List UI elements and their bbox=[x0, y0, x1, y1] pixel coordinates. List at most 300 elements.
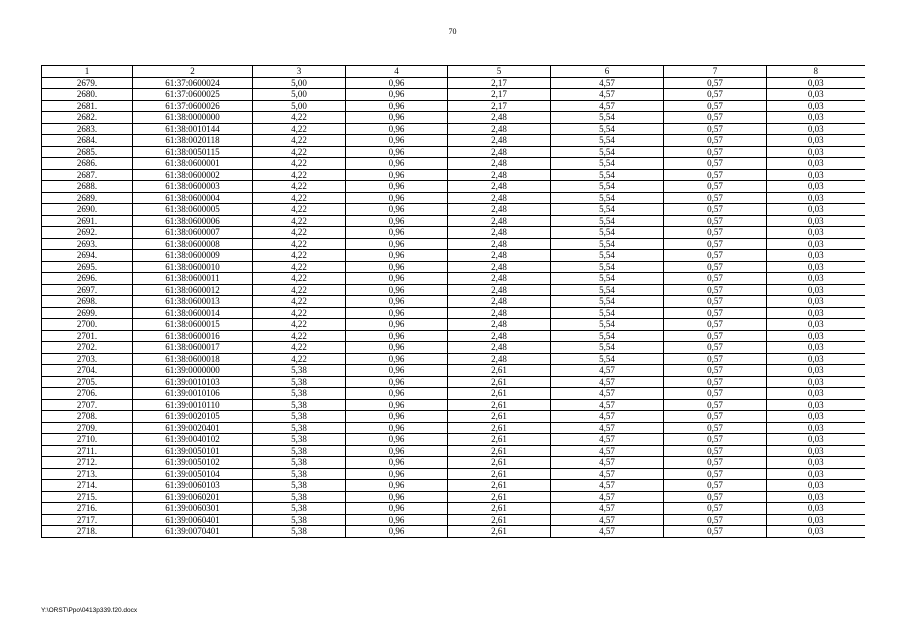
table-cell-col-2: 61:38:0600015 bbox=[133, 319, 253, 331]
table-cell-col-6: 4,57 bbox=[551, 526, 664, 538]
table-cell-col-3: 4,22 bbox=[253, 135, 346, 147]
table-cell-col-4: 0,96 bbox=[346, 89, 448, 101]
table-cell-col-3: 4,22 bbox=[253, 261, 346, 273]
table-row bbox=[42, 192, 865, 204]
table-cell-col-4: 0,96 bbox=[346, 112, 448, 124]
table-cell-col-8: 0,03 bbox=[767, 227, 865, 239]
table-cell-col-2: 61:38:0600006 bbox=[133, 215, 253, 227]
table-row bbox=[42, 342, 865, 354]
table-cell-col-8: 0,03 bbox=[767, 100, 865, 112]
table-cell-col-2: 61:38:0600010 bbox=[133, 261, 253, 273]
table-cell-col-7: 0,57 bbox=[664, 123, 767, 135]
table-cell-col-6: 5,54 bbox=[551, 112, 664, 124]
table-cell-col-5: 2,48 bbox=[448, 169, 551, 181]
column-header-3: 3 bbox=[253, 66, 346, 78]
table-cell-col-4: 0,96 bbox=[346, 399, 448, 411]
table-cell-col-8: 0,03 bbox=[767, 89, 865, 101]
table-cell-col-5: 2,61 bbox=[448, 514, 551, 526]
table-cell-col-3: 5,38 bbox=[253, 411, 346, 423]
table-cell-col-1: 2705. bbox=[42, 376, 133, 388]
table-cell-col-3: 4,22 bbox=[253, 250, 346, 262]
table-cell-col-5: 2,48 bbox=[448, 146, 551, 158]
table-cell-col-1: 2681. bbox=[42, 100, 133, 112]
table-cell-col-1: 2679. bbox=[42, 77, 133, 89]
table-cell-col-8: 0,03 bbox=[767, 365, 865, 377]
table-cell-col-8: 0,03 bbox=[767, 399, 865, 411]
table-cell-col-5: 2,61 bbox=[448, 434, 551, 446]
table-cell-col-7: 0,57 bbox=[664, 284, 767, 296]
table-cell-col-2: 61:39:0010106 bbox=[133, 388, 253, 400]
table-cell-col-1: 2712. bbox=[42, 457, 133, 469]
table-cell-col-4: 0,96 bbox=[346, 158, 448, 170]
table-row bbox=[42, 399, 865, 411]
table-cell-col-3: 5,38 bbox=[253, 457, 346, 469]
table-cell-col-5: 2,61 bbox=[448, 445, 551, 457]
table-cell-col-4: 0,96 bbox=[346, 146, 448, 158]
table-cell-col-8: 0,03 bbox=[767, 503, 865, 515]
table-cell-col-1: 2699. bbox=[42, 307, 133, 319]
table-cell-col-2: 61:39:0060401 bbox=[133, 514, 253, 526]
table-cell-col-7: 0,57 bbox=[664, 77, 767, 89]
table-cell-col-2: 61:38:0600011 bbox=[133, 273, 253, 285]
table-row bbox=[42, 296, 865, 308]
table-cell-col-2: 61:38:0020118 bbox=[133, 135, 253, 147]
table-row bbox=[42, 411, 865, 423]
table-cell-col-1: 2717. bbox=[42, 514, 133, 526]
table-cell-col-7: 0,57 bbox=[664, 169, 767, 181]
table-cell-col-6: 4,57 bbox=[551, 365, 664, 377]
table-row bbox=[42, 273, 865, 285]
table-cell-col-4: 0,96 bbox=[346, 123, 448, 135]
table-cell-col-1: 2702. bbox=[42, 342, 133, 354]
table-cell-col-5: 2,48 bbox=[448, 215, 551, 227]
table-cell-col-4: 0,96 bbox=[346, 330, 448, 342]
table-cell-col-1: 2683. bbox=[42, 123, 133, 135]
table-cell-col-4: 0,96 bbox=[346, 365, 448, 377]
table-cell-col-7: 0,57 bbox=[664, 135, 767, 147]
table-cell-col-3: 5,38 bbox=[253, 503, 346, 515]
table-cell-col-3: 4,22 bbox=[253, 158, 346, 170]
table-cell-col-6: 4,57 bbox=[551, 411, 664, 423]
table-row bbox=[42, 250, 865, 262]
table-cell-col-4: 0,96 bbox=[346, 215, 448, 227]
table-cell-col-6: 5,54 bbox=[551, 135, 664, 147]
table-cell-col-8: 0,03 bbox=[767, 135, 865, 147]
table-row bbox=[42, 123, 865, 135]
table-cell-col-8: 0,03 bbox=[767, 158, 865, 170]
column-header-1: 1 bbox=[42, 66, 133, 78]
table-cell-col-2: 61:39:0050104 bbox=[133, 468, 253, 480]
table-cell-col-5: 2,61 bbox=[448, 503, 551, 515]
table-cell-col-1: 2718. bbox=[42, 526, 133, 538]
table-cell-col-7: 0,57 bbox=[664, 434, 767, 446]
table-cell-col-7: 0,57 bbox=[664, 445, 767, 457]
table-cell-col-3: 5,38 bbox=[253, 468, 346, 480]
table-cell-col-3: 4,22 bbox=[253, 192, 346, 204]
table-row bbox=[42, 480, 865, 492]
table-cell-col-7: 0,57 bbox=[664, 238, 767, 250]
table-cell-col-8: 0,03 bbox=[767, 468, 865, 480]
table-row bbox=[42, 514, 865, 526]
table-cell-col-2: 61:38:0600005 bbox=[133, 204, 253, 216]
table-cell-col-8: 0,03 bbox=[767, 514, 865, 526]
table-cell-col-8: 0,03 bbox=[767, 77, 865, 89]
table-cell-col-6: 4,57 bbox=[551, 468, 664, 480]
table-cell-col-8: 0,03 bbox=[767, 457, 865, 469]
table-cell-col-6: 5,54 bbox=[551, 250, 664, 262]
table-cell-col-3: 5,38 bbox=[253, 399, 346, 411]
table-cell-col-5: 2,48 bbox=[448, 261, 551, 273]
table-row bbox=[42, 181, 865, 193]
table-cell-col-6: 5,54 bbox=[551, 169, 664, 181]
table-cell-col-4: 0,96 bbox=[346, 192, 448, 204]
table-cell-col-5: 2,48 bbox=[448, 135, 551, 147]
table-cell-col-1: 2690. bbox=[42, 204, 133, 216]
table-cell-col-4: 0,96 bbox=[346, 77, 448, 89]
table-cell-col-2: 61:39:0060201 bbox=[133, 491, 253, 503]
table-cell-col-2: 61:38:0600004 bbox=[133, 192, 253, 204]
table-row bbox=[42, 146, 865, 158]
table-cell-col-2: 61:39:0010110 bbox=[133, 399, 253, 411]
table-cell-col-5: 2,48 bbox=[448, 330, 551, 342]
table-cell-col-3: 5,38 bbox=[253, 365, 346, 377]
table-cell-col-2: 61:38:0600018 bbox=[133, 353, 253, 365]
column-header-5: 5 bbox=[448, 66, 551, 78]
table-cell-col-8: 0,03 bbox=[767, 376, 865, 388]
table-cell-col-1: 2701. bbox=[42, 330, 133, 342]
table-cell-col-4: 0,96 bbox=[346, 457, 448, 469]
table-cell-col-7: 0,57 bbox=[664, 422, 767, 434]
table-cell-col-4: 0,96 bbox=[346, 100, 448, 112]
table-cell-col-4: 0,96 bbox=[346, 273, 448, 285]
column-header-6: 6 bbox=[551, 66, 664, 78]
table-cell-col-1: 2697. bbox=[42, 284, 133, 296]
table-cell-col-3: 4,22 bbox=[253, 353, 346, 365]
table-cell-col-7: 0,57 bbox=[664, 365, 767, 377]
table-body bbox=[42, 66, 865, 538]
table-cell-col-3: 4,22 bbox=[253, 319, 346, 331]
table-cell-col-4: 0,96 bbox=[346, 319, 448, 331]
table-cell-col-3: 4,22 bbox=[253, 146, 346, 158]
table-row bbox=[42, 319, 865, 331]
table-cell-col-7: 0,57 bbox=[664, 181, 767, 193]
table-cell-col-4: 0,96 bbox=[346, 296, 448, 308]
table-cell-col-8: 0,03 bbox=[767, 388, 865, 400]
table-cell-col-8: 0,03 bbox=[767, 307, 865, 319]
table-cell-col-4: 0,96 bbox=[346, 238, 448, 250]
table-cell-col-4: 0,96 bbox=[346, 376, 448, 388]
table-cell-col-8: 0,03 bbox=[767, 422, 865, 434]
table-cell-col-4: 0,96 bbox=[346, 434, 448, 446]
table-cell-col-7: 0,57 bbox=[664, 411, 767, 423]
table-cell-col-7: 0,57 bbox=[664, 399, 767, 411]
table-cell-col-3: 4,22 bbox=[253, 169, 346, 181]
table-cell-col-7: 0,57 bbox=[664, 342, 767, 354]
table-cell-col-7: 0,57 bbox=[664, 250, 767, 262]
table-cell-col-8: 0,03 bbox=[767, 123, 865, 135]
data-table bbox=[41, 65, 865, 538]
table-cell-col-2: 61:39:0050101 bbox=[133, 445, 253, 457]
table-cell-col-8: 0,03 bbox=[767, 353, 865, 365]
table-cell-col-6: 5,54 bbox=[551, 192, 664, 204]
column-header-8: 8 bbox=[767, 66, 865, 78]
table-cell-col-5: 2,61 bbox=[448, 457, 551, 469]
table-cell-col-3: 4,22 bbox=[253, 307, 346, 319]
table-cell-col-4: 0,96 bbox=[346, 388, 448, 400]
table-cell-col-8: 0,03 bbox=[767, 296, 865, 308]
table-cell-col-5: 2,48 bbox=[448, 192, 551, 204]
table-cell-col-7: 0,57 bbox=[664, 215, 767, 227]
table-cell-col-2: 61:39:0000000 bbox=[133, 365, 253, 377]
table-cell-col-8: 0,03 bbox=[767, 491, 865, 503]
table-cell-col-1: 2680. bbox=[42, 89, 133, 101]
table-cell-col-1: 2704. bbox=[42, 365, 133, 377]
table-cell-col-4: 0,96 bbox=[346, 353, 448, 365]
table-cell-col-6: 5,54 bbox=[551, 181, 664, 193]
table-cell-col-5: 2,61 bbox=[448, 365, 551, 377]
table-cell-col-5: 2,61 bbox=[448, 468, 551, 480]
table-row bbox=[42, 468, 865, 480]
table-cell-col-8: 0,03 bbox=[767, 112, 865, 124]
table-cell-col-6: 5,54 bbox=[551, 238, 664, 250]
table-cell-col-6: 5,54 bbox=[551, 273, 664, 285]
table-cell-col-7: 0,57 bbox=[664, 526, 767, 538]
table-cell-col-6: 4,57 bbox=[551, 422, 664, 434]
table-cell-col-8: 0,03 bbox=[767, 273, 865, 285]
table-cell-col-1: 2687. bbox=[42, 169, 133, 181]
table-cell-col-1: 2703. bbox=[42, 353, 133, 365]
table-cell-col-5: 2,61 bbox=[448, 526, 551, 538]
table-row bbox=[42, 526, 865, 538]
table-cell-col-4: 0,96 bbox=[346, 411, 448, 423]
table-cell-col-2: 61:37:0600025 bbox=[133, 89, 253, 101]
table-cell-col-4: 0,96 bbox=[346, 491, 448, 503]
table-cell-col-8: 0,03 bbox=[767, 319, 865, 331]
table-cell-col-1: 2692. bbox=[42, 227, 133, 239]
table-cell-col-4: 0,96 bbox=[346, 445, 448, 457]
table-cell-col-2: 61:38:0600007 bbox=[133, 227, 253, 239]
table-cell-col-7: 0,57 bbox=[664, 261, 767, 273]
table-cell-col-5: 2,61 bbox=[448, 491, 551, 503]
table-cell-col-5: 2,48 bbox=[448, 353, 551, 365]
table-cell-col-7: 0,57 bbox=[664, 330, 767, 342]
table-cell-col-5: 2,48 bbox=[448, 227, 551, 239]
table-cell-col-5: 2,48 bbox=[448, 296, 551, 308]
table-cell-col-4: 0,96 bbox=[346, 284, 448, 296]
table-cell-col-2: 61:39:0020401 bbox=[133, 422, 253, 434]
table-cell-col-6: 5,54 bbox=[551, 227, 664, 239]
table-row bbox=[42, 307, 865, 319]
table-cell-col-2: 61:37:0600024 bbox=[133, 77, 253, 89]
table-cell-col-4: 0,96 bbox=[346, 480, 448, 492]
table-cell-col-1: 2709. bbox=[42, 422, 133, 434]
table-cell-col-5: 2,48 bbox=[448, 284, 551, 296]
table-cell-col-7: 0,57 bbox=[664, 503, 767, 515]
table-cell-col-2: 61:39:0050102 bbox=[133, 457, 253, 469]
table-cell-col-1: 2710. bbox=[42, 434, 133, 446]
table-cell-col-1: 2713. bbox=[42, 468, 133, 480]
table-cell-col-3: 5,38 bbox=[253, 388, 346, 400]
table-cell-col-7: 0,57 bbox=[664, 388, 767, 400]
table-cell-col-7: 0,57 bbox=[664, 376, 767, 388]
table-cell-col-2: 61:38:0600012 bbox=[133, 284, 253, 296]
table-row bbox=[42, 365, 865, 377]
table-cell-col-1: 2706. bbox=[42, 388, 133, 400]
table-cell-col-1: 2688. bbox=[42, 181, 133, 193]
table-row bbox=[42, 100, 865, 112]
table-cell-col-1: 2700. bbox=[42, 319, 133, 331]
table-cell-col-7: 0,57 bbox=[664, 204, 767, 216]
table-cell-col-7: 0,57 bbox=[664, 480, 767, 492]
table-cell-col-6: 5,54 bbox=[551, 204, 664, 216]
table-cell-col-5: 2,48 bbox=[448, 123, 551, 135]
table-cell-col-6: 4,57 bbox=[551, 77, 664, 89]
table-cell-col-3: 5,38 bbox=[253, 514, 346, 526]
table-cell-col-3: 5,38 bbox=[253, 376, 346, 388]
table-cell-col-1: 2686. bbox=[42, 158, 133, 170]
table-cell-col-4: 0,96 bbox=[346, 169, 448, 181]
table-cell-col-5: 2,61 bbox=[448, 399, 551, 411]
table-cell-col-2: 61:39:0060103 bbox=[133, 480, 253, 492]
table-cell-col-2: 61:39:0040102 bbox=[133, 434, 253, 446]
table-cell-col-3: 5,38 bbox=[253, 480, 346, 492]
table-cell-col-6: 4,57 bbox=[551, 480, 664, 492]
table-cell-col-4: 0,96 bbox=[346, 422, 448, 434]
table-cell-col-3: 5,00 bbox=[253, 77, 346, 89]
table-cell-col-4: 0,96 bbox=[346, 181, 448, 193]
table-cell-col-6: 4,57 bbox=[551, 399, 664, 411]
table-cell-col-2: 61:38:0600017 bbox=[133, 342, 253, 354]
table-cell-col-8: 0,03 bbox=[767, 204, 865, 216]
table-cell-col-8: 0,03 bbox=[767, 330, 865, 342]
table-cell-col-3: 4,22 bbox=[253, 273, 346, 285]
table-cell-col-8: 0,03 bbox=[767, 480, 865, 492]
table-cell-col-4: 0,96 bbox=[346, 250, 448, 262]
table-cell-col-6: 5,54 bbox=[551, 215, 664, 227]
table-cell-col-7: 0,57 bbox=[664, 491, 767, 503]
table-cell-col-6: 5,54 bbox=[551, 307, 664, 319]
table-cell-col-1: 2694. bbox=[42, 250, 133, 262]
table-cell-col-4: 0,96 bbox=[346, 227, 448, 239]
column-header-4: 4 bbox=[346, 66, 448, 78]
table-cell-col-6: 4,57 bbox=[551, 457, 664, 469]
table-row bbox=[42, 112, 865, 124]
table-cell-col-8: 0,03 bbox=[767, 181, 865, 193]
table-cell-col-1: 2716. bbox=[42, 503, 133, 515]
table-row bbox=[42, 169, 865, 181]
table-row bbox=[42, 422, 865, 434]
table-cell-col-3: 5,00 bbox=[253, 89, 346, 101]
table-cell-col-3: 4,22 bbox=[253, 330, 346, 342]
table-cell-col-5: 2,17 bbox=[448, 100, 551, 112]
table-cell-col-2: 61:38:0010144 bbox=[133, 123, 253, 135]
table-cell-col-4: 0,96 bbox=[346, 307, 448, 319]
table-row bbox=[42, 204, 865, 216]
table-cell-col-6: 4,57 bbox=[551, 445, 664, 457]
table-cell-col-6: 4,57 bbox=[551, 89, 664, 101]
table-cell-col-4: 0,96 bbox=[346, 503, 448, 515]
table-cell-col-5: 2,48 bbox=[448, 319, 551, 331]
table-cell-col-5: 2,48 bbox=[448, 250, 551, 262]
table-cell-col-2: 61:38:0050115 bbox=[133, 146, 253, 158]
table-cell-col-2: 61:37:0600026 bbox=[133, 100, 253, 112]
table-cell-col-7: 0,57 bbox=[664, 192, 767, 204]
table-cell-col-1: 2708. bbox=[42, 411, 133, 423]
table-row bbox=[42, 491, 865, 503]
table-cell-col-5: 2,48 bbox=[448, 181, 551, 193]
table-cell-col-4: 0,96 bbox=[346, 342, 448, 354]
table-cell-col-6: 4,57 bbox=[551, 100, 664, 112]
table-row bbox=[42, 158, 865, 170]
table-cell-col-7: 0,57 bbox=[664, 112, 767, 124]
table-cell-col-5: 2,17 bbox=[448, 77, 551, 89]
table-row bbox=[42, 457, 865, 469]
table-cell-col-5: 2,17 bbox=[448, 89, 551, 101]
table-row bbox=[42, 227, 865, 239]
table-cell-col-2: 61:38:0600016 bbox=[133, 330, 253, 342]
table-row bbox=[42, 376, 865, 388]
table-cell-col-1: 2685. bbox=[42, 146, 133, 158]
table-cell-col-2: 61:38:0600008 bbox=[133, 238, 253, 250]
table-row bbox=[42, 77, 865, 89]
table-cell-col-8: 0,03 bbox=[767, 238, 865, 250]
table-cell-col-6: 5,54 bbox=[551, 342, 664, 354]
table-cell-col-1: 2684. bbox=[42, 135, 133, 147]
table-cell-col-3: 4,22 bbox=[253, 215, 346, 227]
table-cell-col-7: 0,57 bbox=[664, 158, 767, 170]
table-cell-col-4: 0,96 bbox=[346, 468, 448, 480]
table-cell-col-7: 0,57 bbox=[664, 307, 767, 319]
table-row bbox=[42, 388, 865, 400]
table-cell-col-3: 5,38 bbox=[253, 434, 346, 446]
table-cell-col-5: 2,61 bbox=[448, 411, 551, 423]
table-cell-col-7: 0,57 bbox=[664, 227, 767, 239]
table-cell-col-5: 2,48 bbox=[448, 238, 551, 250]
table-cell-col-8: 0,03 bbox=[767, 169, 865, 181]
table-cell-col-1: 2689. bbox=[42, 192, 133, 204]
table-cell-col-3: 4,22 bbox=[253, 181, 346, 193]
table-row bbox=[42, 445, 865, 457]
table-cell-col-7: 0,57 bbox=[664, 353, 767, 365]
table-row bbox=[42, 89, 865, 101]
table-cell-col-3: 4,22 bbox=[253, 227, 346, 239]
table-cell-col-8: 0,03 bbox=[767, 215, 865, 227]
table-header-row bbox=[42, 66, 865, 78]
table-cell-col-4: 0,96 bbox=[346, 135, 448, 147]
table-cell-col-3: 5,38 bbox=[253, 422, 346, 434]
table-cell-col-5: 2,48 bbox=[448, 342, 551, 354]
table-cell-col-6: 5,54 bbox=[551, 123, 664, 135]
table-cell-col-6: 5,54 bbox=[551, 353, 664, 365]
table-cell-col-8: 0,03 bbox=[767, 192, 865, 204]
table-cell-col-3: 4,22 bbox=[253, 342, 346, 354]
table-cell-col-2: 61:38:0600014 bbox=[133, 307, 253, 319]
table-cell-col-2: 61:38:0600002 bbox=[133, 169, 253, 181]
table-cell-col-6: 4,57 bbox=[551, 388, 664, 400]
table-cell-col-4: 0,96 bbox=[346, 514, 448, 526]
table-cell-col-5: 2,61 bbox=[448, 376, 551, 388]
table-cell-col-6: 5,54 bbox=[551, 319, 664, 331]
table-cell-col-8: 0,03 bbox=[767, 250, 865, 262]
table-cell-col-8: 0,03 bbox=[767, 261, 865, 273]
table-cell-col-6: 4,57 bbox=[551, 503, 664, 515]
table-cell-col-3: 4,22 bbox=[253, 112, 346, 124]
table-cell-col-2: 61:38:0600009 bbox=[133, 250, 253, 262]
table-cell-col-7: 0,57 bbox=[664, 514, 767, 526]
table-cell-col-8: 0,03 bbox=[767, 411, 865, 423]
table-cell-col-6: 5,54 bbox=[551, 330, 664, 342]
table-cell-col-2: 61:38:0000000 bbox=[133, 112, 253, 124]
